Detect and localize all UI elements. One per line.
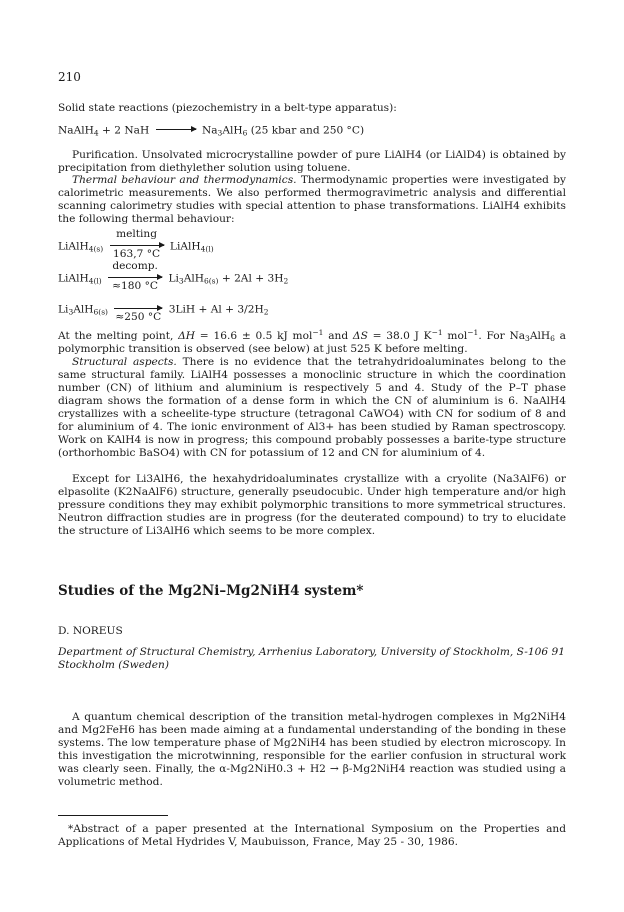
reaction-3-below: ≈250 °C (115, 311, 162, 323)
structural-heading: Structural aspects. (72, 356, 177, 368)
reaction-2-below: ≈180 °C (112, 280, 159, 292)
solid-state-reaction: NaAlH$_4$ + 2 NaH $Na_3AlH_6$ (25 kbar and 250 °C) (58, 124, 365, 138)
article-title: Studies of the Mg2Ni–Mg2NiH4 system* (58, 583, 364, 599)
reaction-2-above: decomp. (112, 260, 158, 272)
page-number: 210 (58, 70, 81, 84)
thermal-reaction-2: LiAlH$_{4(l)}$ decomp. ≈180 °C $Li_3AlH_{6(s)} + 2Al + 3H_2$ (58, 260, 289, 292)
thermal-paragraph (58, 174, 566, 226)
melting-point-paragraph: At the melting point, ΔH = 16.6 ± 0.5 kJ mol$^{-1}$ and ΔS = 38.0 J $K^{-1}$ mol$^{-1}$. For $Na_3AlH_6$ a polymorphic transition is observed (see below) at just 525 K before melting. (58, 328, 566, 355)
reaction-1-below: 163,7 °C (113, 248, 161, 260)
article-author: D. NOREUS (58, 625, 123, 637)
footnote: *Abstract of a paper presented at the International Symposium on the Properties and Applications of Metal Hydrides V, Maubuisson, France, May 25 - 30, 1986. (58, 823, 566, 848)
thermal-heading: Thermal behaviour and thermodynamics. (72, 174, 297, 186)
transition-temperature: 525 K (350, 343, 382, 355)
article-affiliation: Department of Structural Chemistry, Arrhenius Laboratory, University of Stockholm, S-106 91 Stockholm (Sweden) (58, 646, 565, 671)
belt-line: Solid state reactions (piezochemistry in a belt-type apparatus): (58, 102, 397, 114)
structural-paragraph-2: Except for Li3AlH6, the hexahydridoaluminates crystallize with a cryolite (Na3AlF6) or elpasolite (K2NaAlF6) structure, generally pseudocubic. Under high temperature and/or high pressure conditions they may exhibit polymorphic transitions to more symmetrical structures. Neutron diffraction studies are in progress (for the deuterated compound) to try to elucidate the structure of Li3AlH6 which seems to be more complex. (58, 473, 566, 537)
purification-paragraph: Purification. Unsolvated microcrystalline powder of pure LiAlH4 (or LiAlD4) is obtained by precipitation from diethylether solution using toluene. (58, 149, 566, 174)
reaction-1-above: melting (116, 228, 158, 240)
delta-s-value: 38.0 J K (386, 330, 432, 342)
footnote-rule (58, 815, 168, 816)
article-abstract: A quantum chemical description of the transition metal-hydrogen complexes in Mg2NiH4 and Mg2FeH6 has been made aiming at a fundamental understanding of the bonding in these systems. The low temperature phase of Mg2NiH4 has been studied by electron microscopy. In this investigation the microtwinning, responsible for the earlier confusion in structural work was clearly seen. Finally, the α-Mg2NiH0.3 + H2 → β-Mg2NiH4 reaction was studied using a volumetric method. (58, 711, 566, 788)
reaction-conditions: (25 kbar and 250 °C) (250, 124, 365, 137)
thermal-reaction-3: $Li_3AlH_{6(s)}$ ≈250 °C $3LiH + Al + 3/2H_2$ (58, 303, 269, 323)
structural-text-1: There is no evidence that the tetrahydridoaluminates belong to the same structural family. LiAlH4 possesses a monoclinic structure in which the coordination number (CN) of lithium and aluminium is respectively 5 and 4. Study of the P–T phase diagram shows the formation of a dense form in which the CN of aluminium is 6. NaAlH4 crystallizes with a scheelite-type structure (tetragonal CaWO4) with CN for sodium of 8 and for aluminium of 4. The ionic environment of Al3+ has been studied by Raman spectroscopy. Work on KAlH4 is now in progress; this compound probably possesses a barite-type structure (orthorhombic BaSO4) with CN for potassium of 12 and CN for aluminium of 4. (58, 356, 566, 459)
thermal-reaction-1: LiAlH$_{4(s)}$ melting 163,7 °C LiAlH$_{4(l)}$ (58, 228, 214, 260)
thermal-text: Thermodynamic properties were investigated by calorimetric measurements. We also performed thermogravimetric analysis and differential scanning calorimetry studies with special attention to phase transformations. LiAlH4 exhibits the following thermal behaviour: (58, 174, 567, 225)
delta-h-value: 16.6 ± 0.5 kJ mol (213, 330, 313, 342)
structural-paragraph-1 (58, 356, 566, 460)
